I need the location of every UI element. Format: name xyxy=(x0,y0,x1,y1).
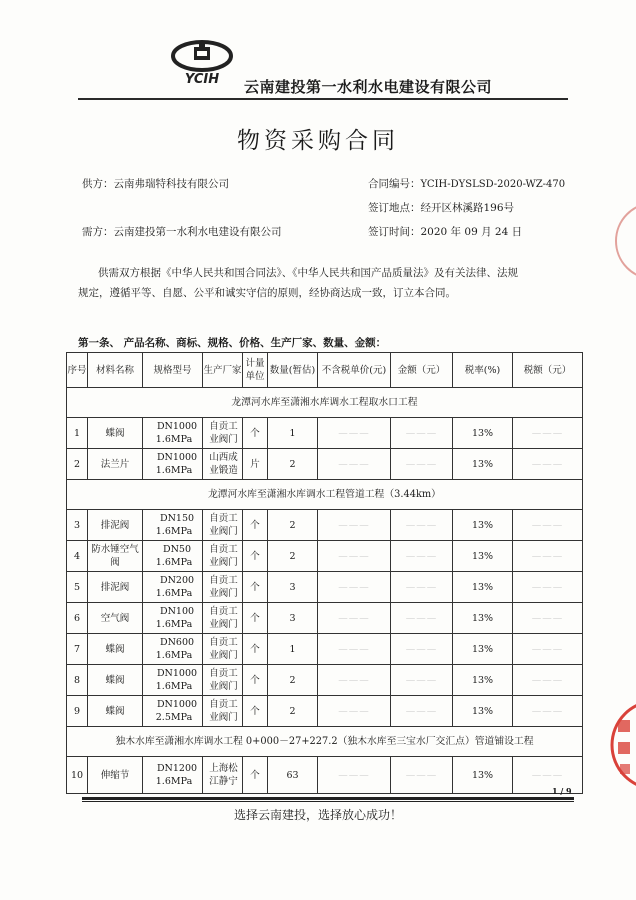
cell-spec xyxy=(143,757,203,794)
cell-unit: 个 xyxy=(243,510,268,541)
contract-no-line xyxy=(368,176,565,191)
footer-slogan: 选择云南建投，选择放心成功！ xyxy=(233,808,402,822)
cell-tax: ——— xyxy=(513,634,583,665)
maker-line2: 业阀门 xyxy=(209,434,238,445)
spec-size: DN200 xyxy=(159,575,195,586)
cell-tax: ——— xyxy=(513,757,583,794)
maker-line1: 自贡工 xyxy=(209,513,238,524)
cell-rate: 13% xyxy=(453,418,513,449)
table-row xyxy=(67,757,583,794)
sign-time-label: 签订时间： xyxy=(368,226,421,238)
header-rate: 税率(%) xyxy=(453,353,513,388)
page-title: 物资采购合同 xyxy=(237,128,399,154)
cell-seq: 10 xyxy=(67,757,88,794)
buyer-label: 需方： xyxy=(82,226,114,238)
section-row xyxy=(67,388,583,418)
spec-size: DN1000 xyxy=(156,421,198,432)
sign-time-line xyxy=(368,224,522,239)
cell-amount: ——— xyxy=(391,418,453,449)
cell-name: 伸缩节 xyxy=(88,757,143,794)
cell-unit: 个 xyxy=(243,572,268,603)
cell-seq: 5 xyxy=(67,572,88,603)
cell-rate: 13% xyxy=(453,757,513,794)
cell-unit: 个 xyxy=(243,541,268,572)
header-divider xyxy=(78,98,568,100)
header-name: 材料名称 xyxy=(88,353,143,388)
cell-amount: ——— xyxy=(391,634,453,665)
cell-maker xyxy=(203,418,243,449)
maker-line2: 业阀门 xyxy=(209,712,238,723)
header-tax: 税额（元） xyxy=(513,353,583,388)
cell-seq: 9 xyxy=(67,696,88,727)
supplier-name: 云南弗瑞特科技有限公司 xyxy=(113,178,229,190)
supplier-line xyxy=(82,176,229,191)
spec-size: DN1000 xyxy=(156,668,198,679)
sign-place-label: 签订地点： xyxy=(368,202,421,214)
cell-qty: 3 xyxy=(268,572,318,603)
cell-price: ——— xyxy=(318,634,391,665)
cell-tax: ——— xyxy=(513,510,583,541)
table-row xyxy=(67,510,583,541)
intro-paragraph-line1: 供需双方根据《中华人民共和国合同法》、《中华人民共和国产品质量法》及有关法律、法规 xyxy=(98,267,518,279)
spec-size: DN1200 xyxy=(156,763,198,774)
spec-size: DN150 xyxy=(159,513,195,524)
cell-name: 蝶阀 xyxy=(88,634,143,665)
cell-name: 排泥阀 xyxy=(88,510,143,541)
cell-maker xyxy=(203,541,243,572)
cell-tax: ——— xyxy=(513,418,583,449)
cell-rate: 13% xyxy=(453,541,513,572)
cell-amount: ——— xyxy=(391,541,453,572)
cell-unit: 个 xyxy=(243,418,268,449)
seal-stamp-bottom xyxy=(608,690,636,800)
section-row xyxy=(67,480,583,510)
cell-amount: ——— xyxy=(391,572,453,603)
header-qty: 数量(暂估) xyxy=(268,353,318,388)
section-title: 龙潭河水库至潇湘水库调水工程管道工程（3.44km） xyxy=(67,480,583,510)
cell-spec xyxy=(143,603,203,634)
cell-qty: 2 xyxy=(268,541,318,572)
cell-price: ——— xyxy=(318,572,391,603)
materials-table xyxy=(66,352,583,794)
intro-paragraph-line2: 规定，遵循平等、自愿、公平和诚实守信的原则，经协商达成一致，订立本合同。 xyxy=(78,287,456,299)
cell-qty: 2 xyxy=(268,449,318,480)
cell-unit: 个 xyxy=(243,757,268,794)
spec-pressure: 1.6MPa xyxy=(155,619,193,630)
logo-text: YCIH xyxy=(184,72,220,86)
spec-pressure: 1.6MPa xyxy=(155,557,193,568)
cell-maker xyxy=(203,510,243,541)
cell-amount: ——— xyxy=(391,510,453,541)
header-amount: 金额（元） xyxy=(391,353,453,388)
spec-size: DN600 xyxy=(159,637,195,648)
sign-place-line xyxy=(368,200,514,215)
cell-amount: ——— xyxy=(391,757,453,794)
spec-size: DN50 xyxy=(162,544,192,555)
section-title: 龙潭河水库至潇湘水库调水工程取水口工程 xyxy=(67,388,583,418)
cell-tax: ——— xyxy=(513,572,583,603)
cell-amount: ——— xyxy=(391,603,453,634)
cell-spec xyxy=(143,572,203,603)
header-seq: 序号 xyxy=(67,353,88,388)
footer-divider-thin xyxy=(82,801,574,802)
maker-line1: 自贡工 xyxy=(209,668,238,679)
maker-line2: 业阀门 xyxy=(209,619,238,630)
maker-line2: 业阀门 xyxy=(209,681,238,692)
cell-name: 蝶阀 xyxy=(88,696,143,727)
sign-time: 2020 年 09 月 24 日 xyxy=(420,226,523,238)
cell-unit: 个 xyxy=(243,634,268,665)
cell-amount: ——— xyxy=(391,696,453,727)
cell-seq: 8 xyxy=(67,665,88,696)
article-1-heading: 第一条、 产品名称、商标、规格、价格、生产厂家、数量、金额： xyxy=(78,337,387,349)
spec-size: DN100 xyxy=(159,606,195,617)
cell-maker xyxy=(203,449,243,480)
spec-pressure: 1.6MPa xyxy=(155,588,193,599)
cell-tax: ——— xyxy=(513,541,583,572)
cell-tax: ——— xyxy=(513,603,583,634)
cell-maker xyxy=(203,665,243,696)
spec-pressure: 1.6MPa xyxy=(155,434,193,445)
cell-seq: 4 xyxy=(67,541,88,572)
cell-unit: 个 xyxy=(243,665,268,696)
table-row xyxy=(67,572,583,603)
cell-price: ——— xyxy=(318,603,391,634)
cell-maker xyxy=(203,572,243,603)
table-row xyxy=(67,603,583,634)
sign-place: 经开区林溪路196号 xyxy=(420,202,515,214)
header-maker: 生产厂家 xyxy=(203,353,243,388)
cell-tax: ——— xyxy=(513,696,583,727)
cell-rate: 13% xyxy=(453,634,513,665)
cell-tax: ——— xyxy=(513,449,583,480)
cell-spec xyxy=(143,665,203,696)
table-body xyxy=(67,388,583,794)
maker-line1: 自贡工 xyxy=(209,575,238,586)
maker-line2: 业锻造 xyxy=(209,465,238,476)
cell-price: ——— xyxy=(318,510,391,541)
cell-spec xyxy=(143,449,203,480)
table-header-row xyxy=(67,353,583,388)
cell-price: ——— xyxy=(318,541,391,572)
table-row xyxy=(67,634,583,665)
spec-pressure: 2.5MPa xyxy=(155,712,193,723)
cell-spec xyxy=(143,510,203,541)
cell-name: 防水锤空气阀 xyxy=(88,541,143,572)
table-row xyxy=(67,665,583,696)
cell-maker xyxy=(203,634,243,665)
spec-size: DN1000 xyxy=(156,699,198,710)
cell-price: ——— xyxy=(318,418,391,449)
cell-qty: 63 xyxy=(268,757,318,794)
cell-seq: 3 xyxy=(67,510,88,541)
cell-tax: ——— xyxy=(513,665,583,696)
cell-spec xyxy=(143,418,203,449)
contract-no: YCIH-DYSLSD-2020-WZ-470 xyxy=(420,179,566,190)
cell-unit: 个 xyxy=(243,603,268,634)
page-number: 1 / 9 xyxy=(552,786,572,796)
maker-line2: 业阀门 xyxy=(209,650,238,661)
cell-seq: 6 xyxy=(67,603,88,634)
maker-line2: 业阀门 xyxy=(209,588,238,599)
header-unit: 计量单位 xyxy=(243,353,268,388)
cell-name: 蝶阀 xyxy=(88,665,143,696)
cell-rate: 13% xyxy=(453,665,513,696)
cell-seq: 7 xyxy=(67,634,88,665)
maker-line2: 业阀门 xyxy=(209,557,238,568)
maker-line2: 业阀门 xyxy=(209,526,238,537)
cell-name: 空气阀 xyxy=(88,603,143,634)
buyer-line xyxy=(82,224,282,239)
cell-unit: 片 xyxy=(243,449,268,480)
seal-stamp-top xyxy=(612,196,636,286)
cell-maker xyxy=(203,696,243,727)
header-price: 不含税单价(元) xyxy=(318,353,391,388)
section-row xyxy=(67,727,583,757)
supplier-label: 供方： xyxy=(82,178,114,190)
maker-line1: 自贡工 xyxy=(209,699,238,710)
cell-unit: 个 xyxy=(243,696,268,727)
cell-qty: 2 xyxy=(268,665,318,696)
cell-price: ——— xyxy=(318,696,391,727)
spec-pressure: 1.6MPa xyxy=(155,650,193,661)
cell-spec xyxy=(143,634,203,665)
cell-rate: 13% xyxy=(453,510,513,541)
section-title: 独木水库至潇湘水库调水工程 0+000－27+227.2（独木水库至三宝水厂交汇点）管道铺设工程 xyxy=(67,727,583,757)
maker-line1: 自贡工 xyxy=(209,606,238,617)
buyer-name: 云南建投第一水利水电建设有限公司 xyxy=(113,226,282,238)
spec-pressure: 1.6MPa xyxy=(155,776,193,787)
cell-rate: 13% xyxy=(453,696,513,727)
cell-maker xyxy=(203,757,243,794)
cell-name: 蝶阀 xyxy=(88,418,143,449)
contract-no-label: 合同编号： xyxy=(368,178,421,190)
maker-line1: 山西成 xyxy=(209,452,238,463)
cell-seq: 1 xyxy=(67,418,88,449)
cell-price: ——— xyxy=(318,665,391,696)
maker-line1: 自贡工 xyxy=(209,421,238,432)
maker-line1: 上海松 xyxy=(209,763,238,774)
cell-name: 排泥阀 xyxy=(88,572,143,603)
cell-qty: 1 xyxy=(268,634,318,665)
cell-rate: 13% xyxy=(453,603,513,634)
spec-pressure: 1.6MPa xyxy=(155,465,193,476)
maker-line2: 江静宁 xyxy=(209,776,238,787)
cell-price: ——— xyxy=(318,757,391,794)
cell-spec xyxy=(143,541,203,572)
cell-qty: 1 xyxy=(268,418,318,449)
maker-line1: 自贡工 xyxy=(209,637,238,648)
cell-qty: 3 xyxy=(268,603,318,634)
cell-qty: 2 xyxy=(268,696,318,727)
cell-spec xyxy=(143,696,203,727)
cell-seq: 2 xyxy=(67,449,88,480)
table-row xyxy=(67,541,583,572)
spec-size: DN1000 xyxy=(156,452,198,463)
spec-pressure: 1.6MPa xyxy=(155,526,193,537)
cell-qty: 2 xyxy=(268,510,318,541)
table-row xyxy=(67,696,583,727)
footer-divider xyxy=(82,797,574,800)
cell-rate: 13% xyxy=(453,572,513,603)
cell-name: 法兰片 xyxy=(88,449,143,480)
cell-amount: ——— xyxy=(391,449,453,480)
table-row xyxy=(67,449,583,480)
spec-pressure: 1.6MPa xyxy=(155,681,193,692)
company-logo xyxy=(170,38,234,86)
table-row xyxy=(67,418,583,449)
company-header: 云南建投第一水利水电建设有限公司 xyxy=(244,78,493,96)
cell-rate: 13% xyxy=(453,449,513,480)
maker-line1: 自贡工 xyxy=(209,544,238,555)
cell-price: ——— xyxy=(318,449,391,480)
cell-amount: ——— xyxy=(391,665,453,696)
header-spec: 规格型号 xyxy=(143,353,203,388)
cell-maker xyxy=(203,603,243,634)
